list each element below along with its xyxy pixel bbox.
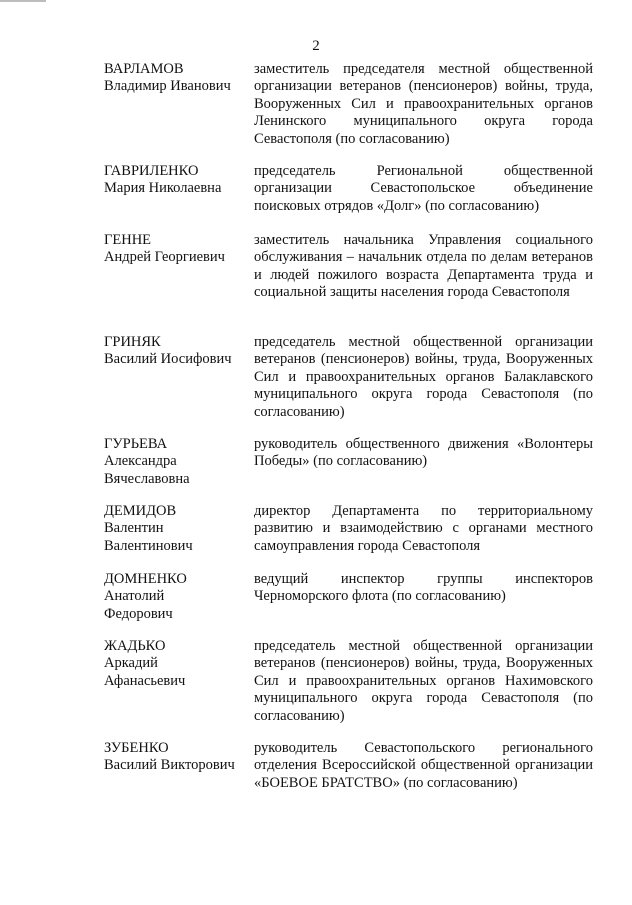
member-surname: ГУРЬЕВА — [104, 436, 168, 452]
member-surname: ВАРЛАМОВ — [104, 61, 184, 77]
member-role: председатель местной общественной организации ветеранов (пенсионеров) войны, труда, Вооруженных Сил и правоохранительных органов Балаклавского муниципального округа города Севастополя (по согласованию) — [254, 334, 593, 420]
member-surname: ГЕННЕ — [104, 232, 152, 248]
member-name — [104, 571, 249, 623]
member-name — [104, 638, 249, 690]
member-surname: ДОМНЕНКО — [104, 571, 187, 587]
page-number: 2 — [312, 38, 320, 54]
member-name — [104, 232, 249, 267]
member-role: руководитель общественного движения «Волонтеры Победы» (по согласованию) — [254, 436, 593, 470]
member-given-name: Андрей Георгиевич — [104, 249, 225, 266]
member-surname: ГАВРИЛЕНКО — [104, 163, 199, 179]
member-given-name: Александра — [104, 453, 177, 470]
member-patronymic: Валентинович — [104, 537, 193, 554]
member-name — [104, 61, 249, 96]
member-given-name: Анатолий — [104, 588, 165, 605]
member-patronymic: Афанасьевич — [104, 672, 186, 689]
member-role: директор Департамента по территориальному развитию и взаимодействию с органами местного самоуправления города Севастополя — [254, 503, 593, 554]
member-name — [104, 436, 249, 488]
member-surname: ГРИНЯК — [104, 334, 161, 350]
member-given-name: Василий Иосифович — [104, 351, 232, 368]
member-role: ведущий инспектор группы инспекторов Черноморского флота (по согласованию) — [254, 571, 593, 605]
member-patronymic: Федорович — [104, 605, 173, 622]
member-given-name: Владимир Иванович — [104, 78, 231, 95]
member-given-name: Аркадий — [104, 655, 158, 672]
member-role: заместитель начальника Управления социального обслуживания – начальник отдела по делам ветеранов и людей пожилого возраста Департамента труда и социальной защиты населения города Севастополя — [254, 232, 593, 301]
member-role: председатель местной общественной организации ветеранов (пенсионеров) войны, труда, Вооруженных Сил и правоохранительных органов Нахимовского муниципального округа города Севастополя (по согласованию) — [254, 638, 593, 724]
member-name — [104, 334, 249, 369]
member-given-name: Валентин — [104, 520, 164, 537]
member-name — [104, 163, 249, 198]
member-surname: ДЕМИДОВ — [104, 503, 177, 519]
member-surname: ЖАДЬКО — [104, 638, 166, 654]
member-patronymic: Вячеславовна — [104, 470, 190, 487]
member-surname: ЗУБЕНКО — [104, 740, 169, 756]
member-name — [104, 503, 249, 555]
member-given-name: Василий Викторович — [104, 757, 235, 774]
member-role: заместитель председателя местной общественной организации ветеранов (пенсионеров) войны, труда, Вооруженных Сил и правоохранительных органов Ленинского муниципального округа города Севастополя (по согласованию) — [254, 61, 593, 147]
member-role: руководитель Севастопольского регионального отделения Всероссийской общественной организации «БОЕВОЕ БРАТСТВО» (по согласованию) — [254, 740, 593, 791]
member-name — [104, 740, 249, 775]
member-role: председатель Региональной общественной организации Севастопольское объединение поисковых отрядов «Долг» (по согласованию) — [254, 163, 593, 214]
member-given-name: Мария Николаевна — [104, 180, 222, 197]
